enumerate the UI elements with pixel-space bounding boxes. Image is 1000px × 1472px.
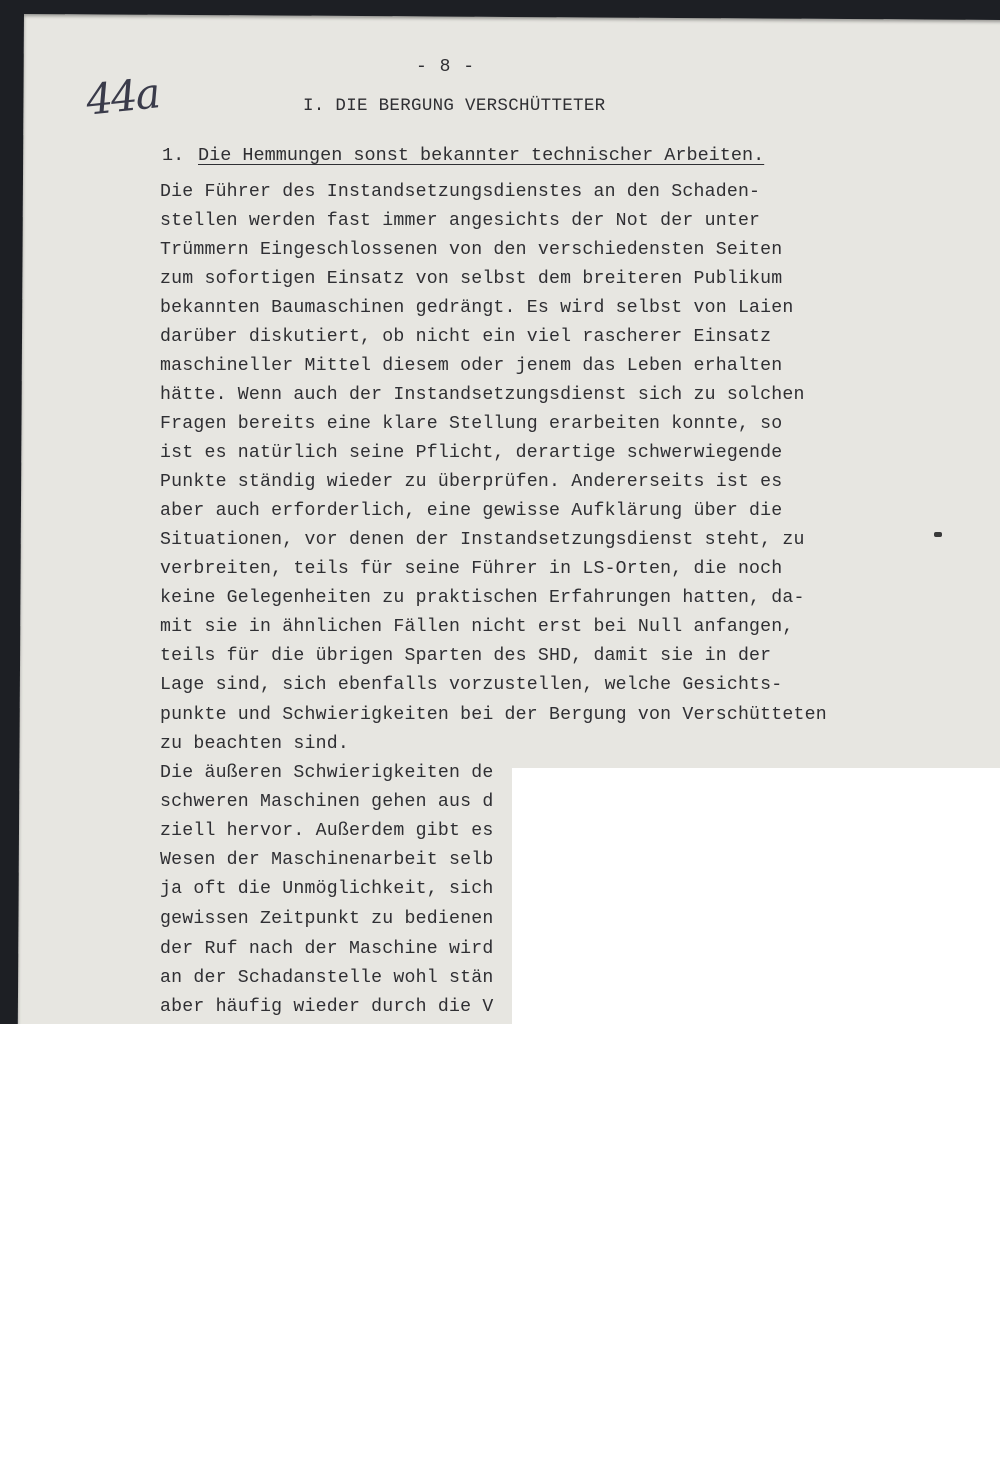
body-line: ist es natürlich seine Pflicht, derartige schwerwiegende — [160, 443, 783, 463]
section-number: 1. — [162, 145, 185, 166]
body-line: zu beachten sind. — [160, 734, 349, 754]
body-line: stellen werden fast immer angesichts der Not der unter — [160, 211, 761, 231]
body-line: Die Führer des Instandsetzungsdienstes an den Schaden- — [160, 182, 761, 202]
body-line: aber häufig wieder durch die V — [160, 997, 494, 1017]
body-line: keine Gelegenheiten zu praktischen Erfahrungen hatten, da- — [160, 588, 805, 608]
body-line: Fragen bereits eine klare Stellung erarbeiten konnte, so — [160, 414, 783, 434]
page-number: - 8 - — [416, 57, 476, 77]
body-line: aber auch erforderlich, eine gewisse Aufklärung über die — [160, 501, 783, 521]
body-line: bekannten Baumaschinen gedrängt. Es wird selbst von Laien — [160, 298, 794, 318]
body-line: an der Schadanstelle wohl stän — [160, 968, 494, 988]
ink-speck — [934, 532, 942, 537]
body-line: Lage sind, sich ebenfalls vorzustellen, welche Gesichts- — [160, 675, 783, 695]
body-line: Wesen der Maschinenarbeit selb — [160, 850, 494, 870]
section-title: Die Hemmungen sonst bekannter technischer Arbeiten. — [198, 145, 765, 166]
body-line: teils für die übrigen Sparten des SHD, damit sie in der — [160, 646, 772, 666]
body-line: maschineller Mittel diesem oder jenem das Leben erhalten — [160, 356, 783, 376]
body-line: Trümmern Eingeschlossenen von den verschiedensten Seiten — [160, 240, 783, 260]
body-line: verbreiten, teils für seine Führer in LS-Orten, die noch — [160, 559, 783, 579]
body-line: der Ruf nach der Maschine wird — [160, 939, 494, 959]
body-line: Situationen, vor denen der Instandsetzungsdienst steht, zu — [160, 530, 805, 550]
body-line: ja oft die Unmöglichkeit, sich — [160, 879, 494, 899]
body-line: darüber diskutiert, ob nicht ein viel rascherer Einsatz — [160, 327, 772, 347]
body-line: schweren Maschinen gehen aus d — [160, 792, 494, 812]
body-line: Die äußeren Schwierigkeiten de — [160, 763, 494, 783]
body-line: hätte. Wenn auch der Instandsetzungsdienst sich zu solchen — [160, 385, 805, 405]
blank-region — [512, 768, 1000, 1024]
chapter-title: I. DIE BERGUNG VERSCHÜTTETER — [303, 96, 606, 116]
body-line: mit sie in ähnlichen Fällen nicht erst bei Null anfangen, — [160, 617, 794, 637]
body-line: punkte und Schwierigkeiten bei der Bergung von Verschütteten — [160, 705, 827, 725]
body-line: Punkte ständig wieder zu überprüfen. Andererseits ist es — [160, 472, 783, 492]
handwritten-annotation: 44a — [83, 68, 161, 125]
body-line: gewissen Zeitpunkt zu bedienen — [160, 909, 494, 929]
body-line: ziell hervor. Außerdem gibt es — [160, 821, 494, 841]
body-line: zum sofortigen Einsatz von selbst dem breiteren Publikum — [160, 269, 783, 289]
